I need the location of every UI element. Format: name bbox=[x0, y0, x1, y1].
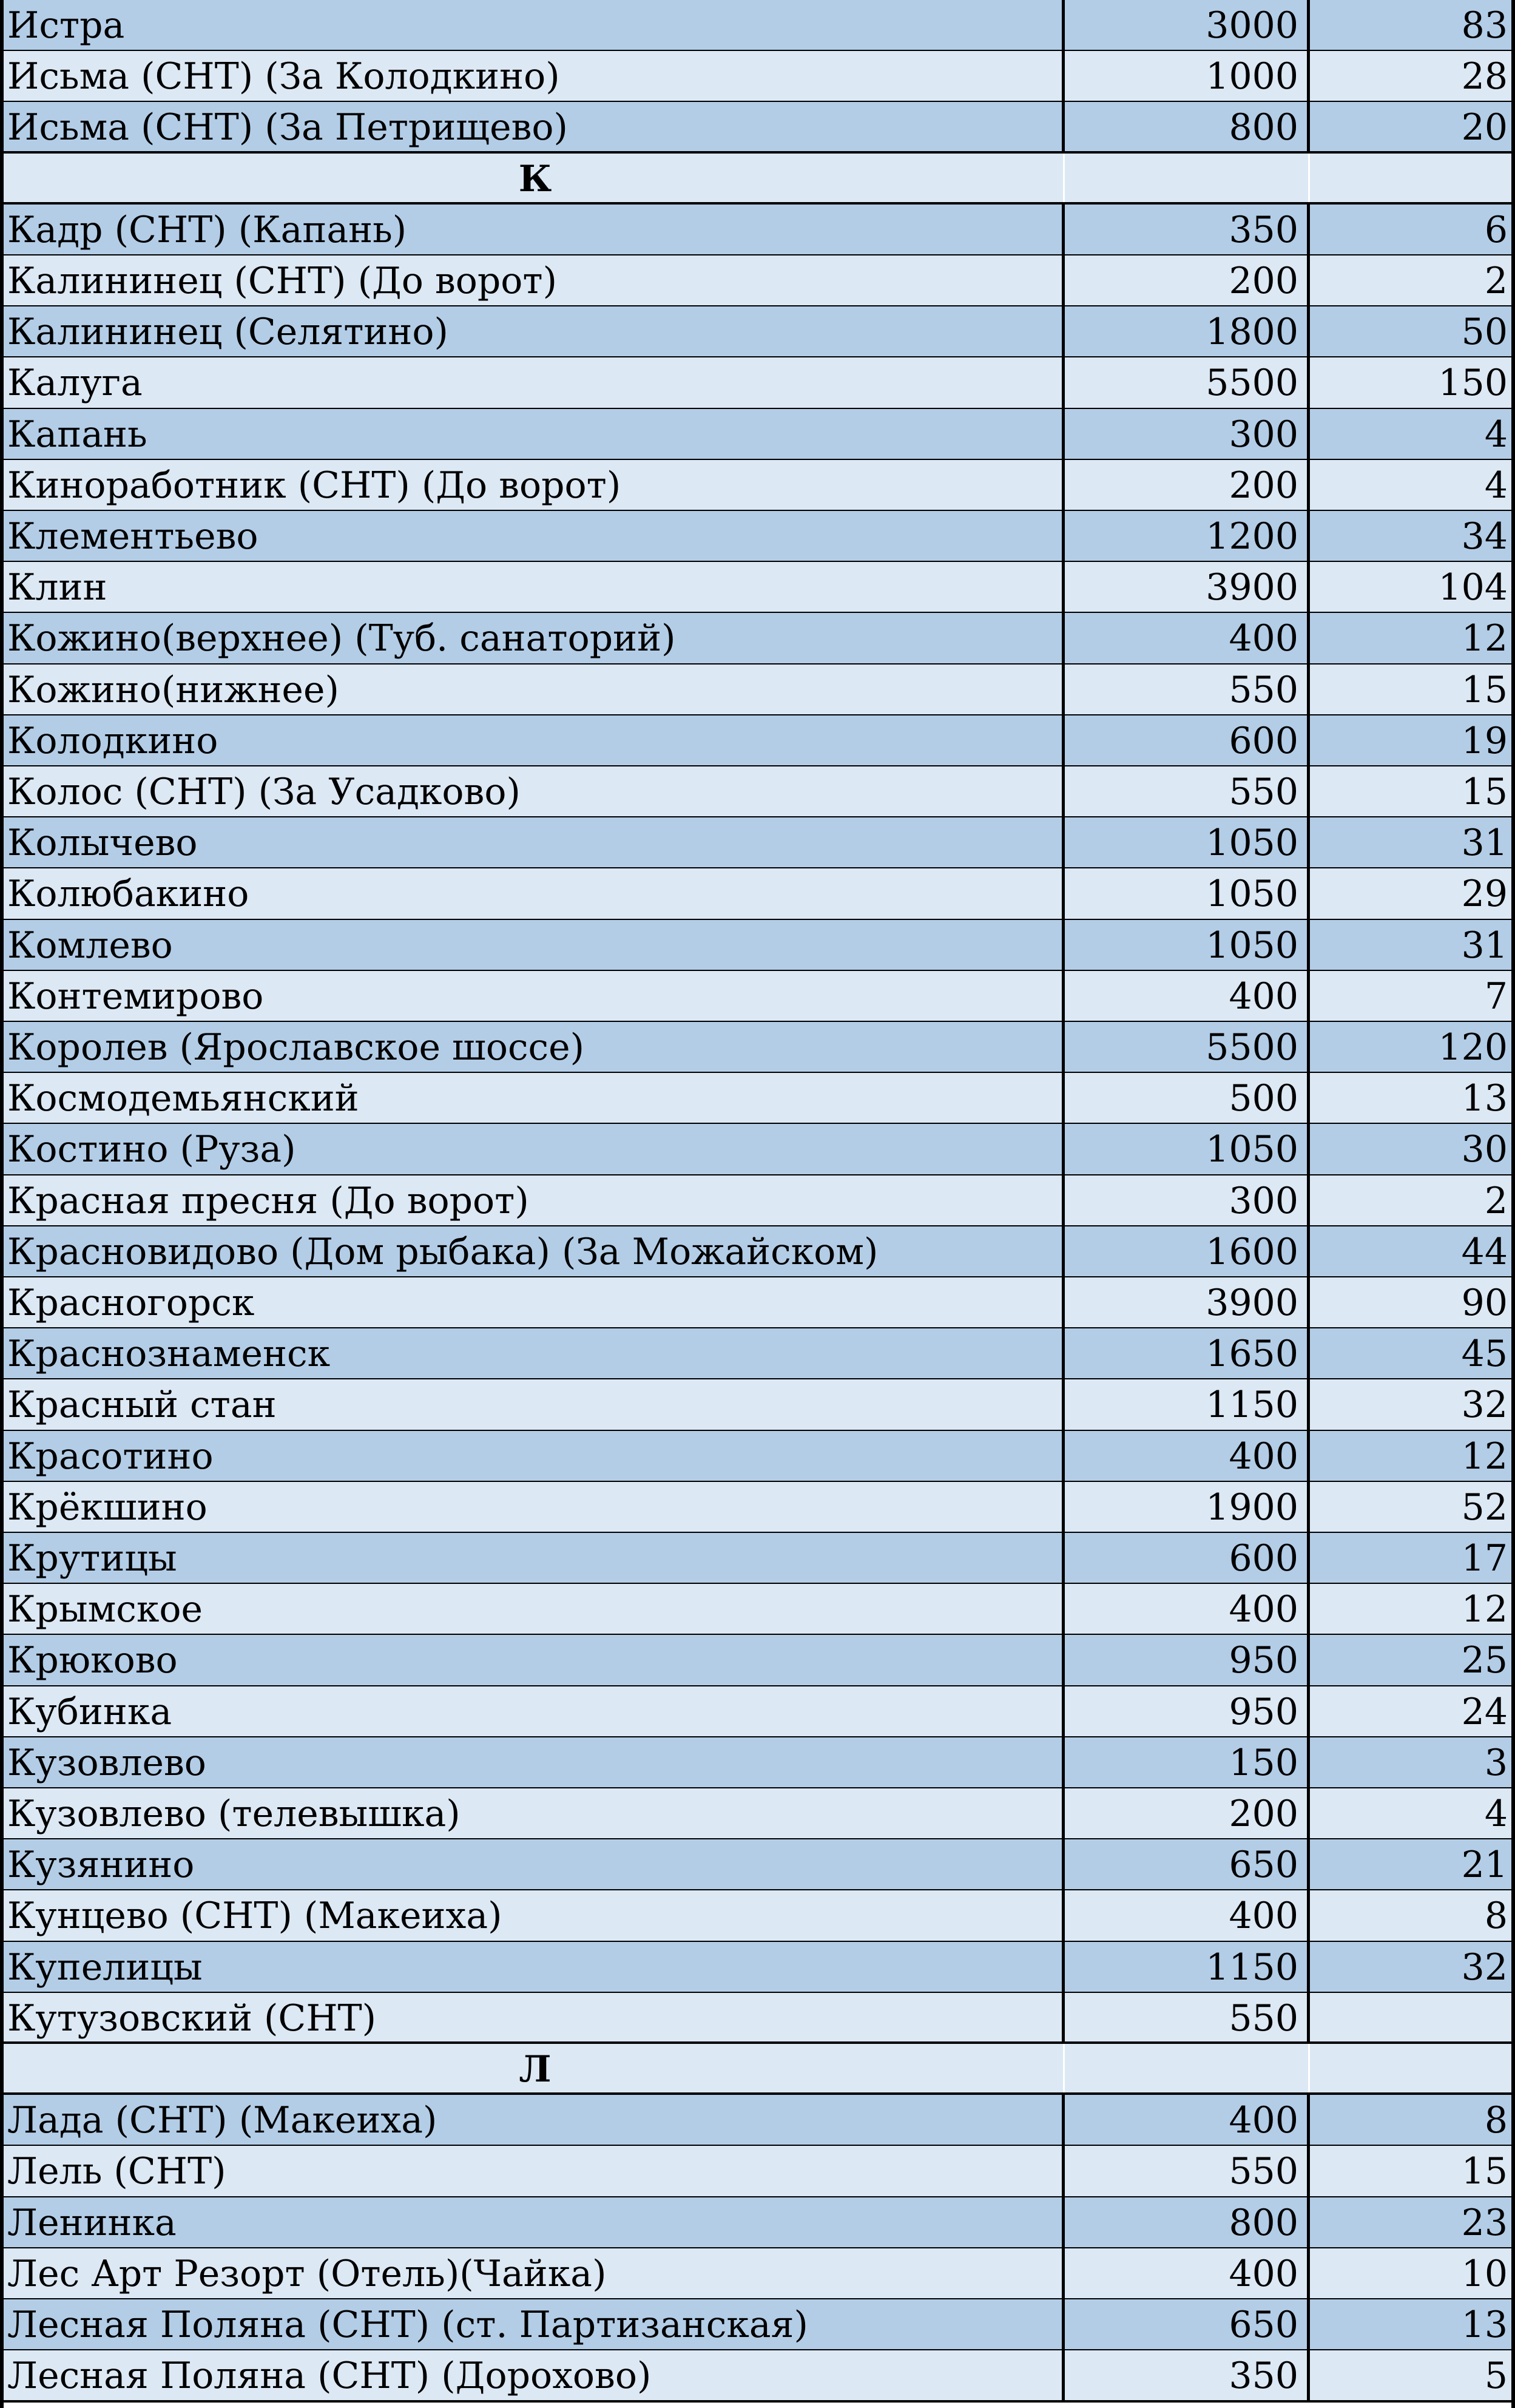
location-name-cell: Колос (СНТ) (За Усадково) bbox=[0, 766, 1065, 817]
table-row bbox=[0, 306, 1515, 357]
value-a-cell: 200 bbox=[1065, 1788, 1310, 1839]
table-row bbox=[0, 1226, 1515, 1277]
location-name-cell: Кожино(нижнее) bbox=[0, 665, 1065, 715]
location-name-cell: Киноработник (СНТ) (До ворот) bbox=[0, 460, 1065, 511]
table-row bbox=[0, 1022, 1515, 1073]
table-row bbox=[0, 1379, 1515, 1430]
location-name-cell: Контемирово bbox=[0, 971, 1065, 1022]
location-name-cell: Кадр (СНТ) (Капань) bbox=[0, 205, 1065, 255]
location-name-cell: Кутузовский (СНТ) bbox=[0, 1993, 1065, 2044]
table-row bbox=[0, 1073, 1515, 1124]
table-row bbox=[0, 613, 1515, 664]
value-a-cell: 550 bbox=[1065, 2146, 1310, 2197]
location-name-cell: Крёкшино bbox=[0, 1482, 1065, 1533]
value-b-cell: 15 bbox=[1461, 2150, 1508, 2193]
value-b-cell: 29 bbox=[1461, 873, 1508, 916]
location-name-cell: Клементьево bbox=[0, 511, 1065, 562]
value-b-cell: 13 bbox=[1461, 2304, 1508, 2347]
table-row bbox=[0, 817, 1515, 868]
table-row bbox=[0, 1431, 1515, 1482]
location-name-cell: Колюбакино bbox=[0, 868, 1065, 919]
value-a-cell: 800 bbox=[1065, 2197, 1310, 2248]
value-a-cell: 200 bbox=[1065, 255, 1310, 306]
value-b-cell: 19 bbox=[1461, 719, 1508, 762]
value-a-cell: 400 bbox=[1065, 1584, 1310, 1635]
value-b-cell: 8 bbox=[1484, 2099, 1508, 2142]
location-name-cell: Красный стан bbox=[0, 1379, 1065, 1430]
location-name-cell: Калининец (Селятино) bbox=[0, 306, 1065, 357]
table-row bbox=[0, 205, 1515, 255]
value-a-cell: 600 bbox=[1065, 715, 1310, 766]
value-a-cell: 1050 bbox=[1065, 1124, 1310, 1175]
value-a-cell: 1200 bbox=[1065, 511, 1310, 562]
value-b-cell: 90 bbox=[1461, 1282, 1508, 1325]
value-b-cell: 5 bbox=[1484, 2355, 1508, 2398]
value-a-cell: 5500 bbox=[1065, 1022, 1310, 1073]
value-b-cell: 12 bbox=[1461, 1588, 1508, 1631]
value-a-cell: 3900 bbox=[1065, 562, 1310, 613]
table-row bbox=[0, 102, 1515, 153]
table-row bbox=[0, 868, 1515, 919]
value-a-cell: 1050 bbox=[1065, 920, 1310, 971]
table-row bbox=[0, 1788, 1515, 1839]
value-a-cell: 300 bbox=[1065, 409, 1310, 460]
value-a-cell: 1650 bbox=[1065, 1328, 1310, 1379]
location-name-cell: Красногорск bbox=[0, 1277, 1065, 1328]
value-b-cell: 4 bbox=[1484, 1793, 1508, 1836]
value-a-cell: 1150 bbox=[1065, 1379, 1310, 1430]
table-row bbox=[0, 2146, 1515, 2197]
value-a-cell: 500 bbox=[1065, 1073, 1310, 1124]
location-name-cell: Крюково bbox=[0, 1635, 1065, 1686]
value-b-cell: 31 bbox=[1461, 924, 1508, 967]
value-b-cell: 15 bbox=[1461, 668, 1508, 711]
value-b-cell: 4 bbox=[1484, 413, 1508, 456]
value-b-cell: 13 bbox=[1461, 1077, 1508, 1120]
value-a-cell: 800 bbox=[1065, 102, 1310, 153]
value-b-cell: 23 bbox=[1461, 2201, 1508, 2244]
location-name-cell: Красная пресня (До ворот) bbox=[0, 1175, 1065, 1226]
table-row bbox=[0, 665, 1515, 715]
section-letter: Л bbox=[0, 2044, 1065, 2095]
table-row bbox=[0, 1175, 1515, 1226]
table-row bbox=[0, 971, 1515, 1022]
location-name-cell: Кузянино bbox=[0, 1839, 1065, 1890]
location-name-cell: Костино (Руза) bbox=[0, 1124, 1065, 1175]
location-name-cell: Комлево bbox=[0, 920, 1065, 971]
value-a-cell: 550 bbox=[1065, 1993, 1310, 2044]
location-name-cell: Красотино bbox=[0, 1431, 1065, 1482]
location-name-cell: Красновидово (Дом рыбака) (За Можайском) bbox=[0, 1226, 1065, 1277]
location-name-cell: Клин bbox=[0, 562, 1065, 613]
location-name-cell: Космодемьянский bbox=[0, 1073, 1065, 1124]
table-row bbox=[0, 1482, 1515, 1533]
location-name-cell: Лесная Поляна (СНТ) (Дорохово) bbox=[0, 2350, 1065, 2401]
location-name-cell: Калининец (СНТ) (До ворот) bbox=[0, 255, 1065, 306]
table-row bbox=[0, 1839, 1515, 1890]
table-row bbox=[0, 357, 1515, 408]
value-b-cell: 15 bbox=[1461, 771, 1508, 814]
value-a-cell: 400 bbox=[1065, 1431, 1310, 1482]
value-a-cell: 150 bbox=[1065, 1737, 1310, 1788]
value-a-cell: 1800 bbox=[1065, 306, 1310, 357]
value-a-cell: 1900 bbox=[1065, 1482, 1310, 1533]
value-b-cell bbox=[1310, 1993, 1515, 2044]
value-b-cell: 3 bbox=[1484, 1741, 1508, 1784]
value-b-cell: 12 bbox=[1461, 1435, 1508, 1478]
table-row bbox=[0, 766, 1515, 817]
value-b-cell: 120 bbox=[1438, 1026, 1508, 1069]
table-row bbox=[0, 460, 1515, 511]
value-a-cell: 350 bbox=[1065, 2350, 1310, 2401]
value-b-cell: 45 bbox=[1461, 1333, 1508, 1376]
value-a-cell: 550 bbox=[1065, 766, 1310, 817]
value-b-cell: 83 bbox=[1461, 4, 1508, 47]
value-b-cell: 20 bbox=[1461, 106, 1508, 149]
table-row bbox=[0, 1533, 1515, 1584]
value-a-cell: 650 bbox=[1065, 1839, 1310, 1890]
value-b-cell: 32 bbox=[1461, 1946, 1508, 1989]
location-name-cell: Лес Арт Резорт (Отель)(Чайка) bbox=[0, 2248, 1065, 2299]
value-b-cell: 50 bbox=[1461, 311, 1508, 354]
row-divider bbox=[0, 2400, 1515, 2403]
table-row bbox=[0, 920, 1515, 971]
location-name-cell: Капань bbox=[0, 409, 1065, 460]
table-row bbox=[0, 1942, 1515, 1993]
value-b-cell: 32 bbox=[1461, 1384, 1508, 1427]
location-name-cell: Ленинка bbox=[0, 2197, 1065, 2248]
table-row bbox=[0, 715, 1515, 766]
section-header-row bbox=[0, 2044, 1515, 2095]
table-row bbox=[0, 2095, 1515, 2146]
value-a-cell: 300 bbox=[1065, 1175, 1310, 1226]
table-border bbox=[1511, 0, 1515, 2408]
table-row bbox=[0, 1686, 1515, 1737]
table-row bbox=[0, 511, 1515, 562]
value-b-cell: 2 bbox=[1484, 260, 1508, 303]
location-name-cell: Колычево bbox=[0, 817, 1065, 868]
table-row bbox=[0, 0, 1515, 51]
table-row bbox=[0, 409, 1515, 460]
location-name-cell: Кожино(верхнее) (Туб. санаторий) bbox=[0, 613, 1065, 664]
table-row bbox=[0, 1584, 1515, 1635]
table-row bbox=[0, 1993, 1515, 2044]
value-b-cell: 21 bbox=[1461, 1844, 1508, 1887]
value-a-cell: 400 bbox=[1065, 613, 1310, 664]
location-name-cell: Лель (СНТ) bbox=[0, 2146, 1065, 2197]
location-name-cell: Крымское bbox=[0, 1584, 1065, 1635]
table-row bbox=[0, 1737, 1515, 1788]
section-header-row bbox=[0, 154, 1515, 205]
value-b-cell: 30 bbox=[1461, 1128, 1508, 1171]
value-a-cell: 400 bbox=[1065, 2248, 1310, 2299]
table-row bbox=[0, 2248, 1515, 2299]
table-border bbox=[0, 0, 4, 2408]
value-a-cell: 650 bbox=[1065, 2299, 1310, 2350]
value-a-cell: 3000 bbox=[1065, 0, 1310, 51]
location-name-cell: Крутицы bbox=[0, 1533, 1065, 1584]
table-row bbox=[0, 562, 1515, 613]
table-row bbox=[0, 1124, 1515, 1175]
table-row bbox=[0, 255, 1515, 306]
value-b-cell bbox=[1310, 2044, 1515, 2095]
table-row bbox=[0, 1635, 1515, 1686]
value-a-cell: 400 bbox=[1065, 1890, 1310, 1941]
value-a-cell: 5500 bbox=[1065, 357, 1310, 408]
location-name-cell: Лада (СНТ) (Макеиха) bbox=[0, 2095, 1065, 2146]
location-name-cell: Кубинка bbox=[0, 1686, 1065, 1737]
table-row bbox=[0, 2299, 1515, 2350]
value-b-cell: 10 bbox=[1461, 2252, 1508, 2295]
value-a-cell: 600 bbox=[1065, 1533, 1310, 1584]
value-a-cell bbox=[1065, 2044, 1310, 2095]
table-row bbox=[0, 1277, 1515, 1328]
value-b-cell: 6 bbox=[1484, 208, 1508, 251]
value-b-cell: 12 bbox=[1461, 617, 1508, 660]
value-b-cell: 34 bbox=[1461, 515, 1508, 558]
value-b-cell: 52 bbox=[1461, 1486, 1508, 1529]
value-a-cell: 950 bbox=[1065, 1635, 1310, 1686]
value-b-cell: 7 bbox=[1484, 975, 1508, 1018]
value-b-cell bbox=[1310, 154, 1515, 205]
location-name-cell: Купелицы bbox=[0, 1942, 1065, 1993]
value-a-cell bbox=[1065, 154, 1310, 205]
value-b-cell: 31 bbox=[1461, 822, 1508, 865]
table-row bbox=[0, 1890, 1515, 1941]
table-row bbox=[0, 2197, 1515, 2248]
location-name-cell: Исьма (СНТ) (За Колодкино) bbox=[0, 51, 1065, 102]
value-b-cell: 8 bbox=[1484, 1895, 1508, 1938]
value-a-cell: 1050 bbox=[1065, 868, 1310, 919]
value-a-cell: 400 bbox=[1065, 971, 1310, 1022]
location-name-cell: Кузовлево (телевышка) bbox=[0, 1788, 1065, 1839]
location-name-cell: Исьма (СНТ) (За Петрищево) bbox=[0, 102, 1065, 153]
location-name-cell: Калуга bbox=[0, 357, 1065, 408]
value-a-cell: 3900 bbox=[1065, 1277, 1310, 1328]
value-b-cell: 104 bbox=[1438, 566, 1508, 609]
value-a-cell: 1600 bbox=[1065, 1226, 1310, 1277]
value-b-cell: 150 bbox=[1438, 362, 1508, 405]
value-b-cell: 25 bbox=[1461, 1639, 1508, 1682]
location-name-cell: Колодкино bbox=[0, 715, 1065, 766]
value-a-cell: 400 bbox=[1065, 2095, 1310, 2146]
location-name-cell: Кузовлево bbox=[0, 1737, 1065, 1788]
table-row bbox=[0, 2350, 1515, 2401]
location-name-cell: Краснознаменск bbox=[0, 1328, 1065, 1379]
value-a-cell: 950 bbox=[1065, 1686, 1310, 1737]
value-b-cell: 24 bbox=[1461, 1690, 1508, 1733]
table-row bbox=[0, 51, 1515, 102]
location-name-cell: Королев (Ярославское шоссе) bbox=[0, 1022, 1065, 1073]
value-b-cell: 28 bbox=[1461, 55, 1508, 98]
value-a-cell: 350 bbox=[1065, 205, 1310, 255]
value-b-cell: 44 bbox=[1461, 1230, 1508, 1273]
value-b-cell: 4 bbox=[1484, 464, 1508, 507]
value-a-cell: 200 bbox=[1065, 460, 1310, 511]
value-a-cell: 1050 bbox=[1065, 817, 1310, 868]
value-b-cell: 2 bbox=[1484, 1179, 1508, 1222]
location-name-cell: Лесная Поляна (СНТ) (ст. Партизанская) bbox=[0, 2299, 1065, 2350]
location-name-cell: Кунцево (СНТ) (Макеиха) bbox=[0, 1890, 1065, 1941]
location-name-cell: Истра bbox=[0, 0, 1065, 51]
section-letter: К bbox=[0, 154, 1065, 205]
table-row bbox=[0, 1328, 1515, 1379]
value-a-cell: 1000 bbox=[1065, 51, 1310, 102]
value-a-cell: 550 bbox=[1065, 665, 1310, 715]
value-b-cell: 17 bbox=[1461, 1537, 1508, 1580]
value-a-cell: 1150 bbox=[1065, 1942, 1310, 1993]
